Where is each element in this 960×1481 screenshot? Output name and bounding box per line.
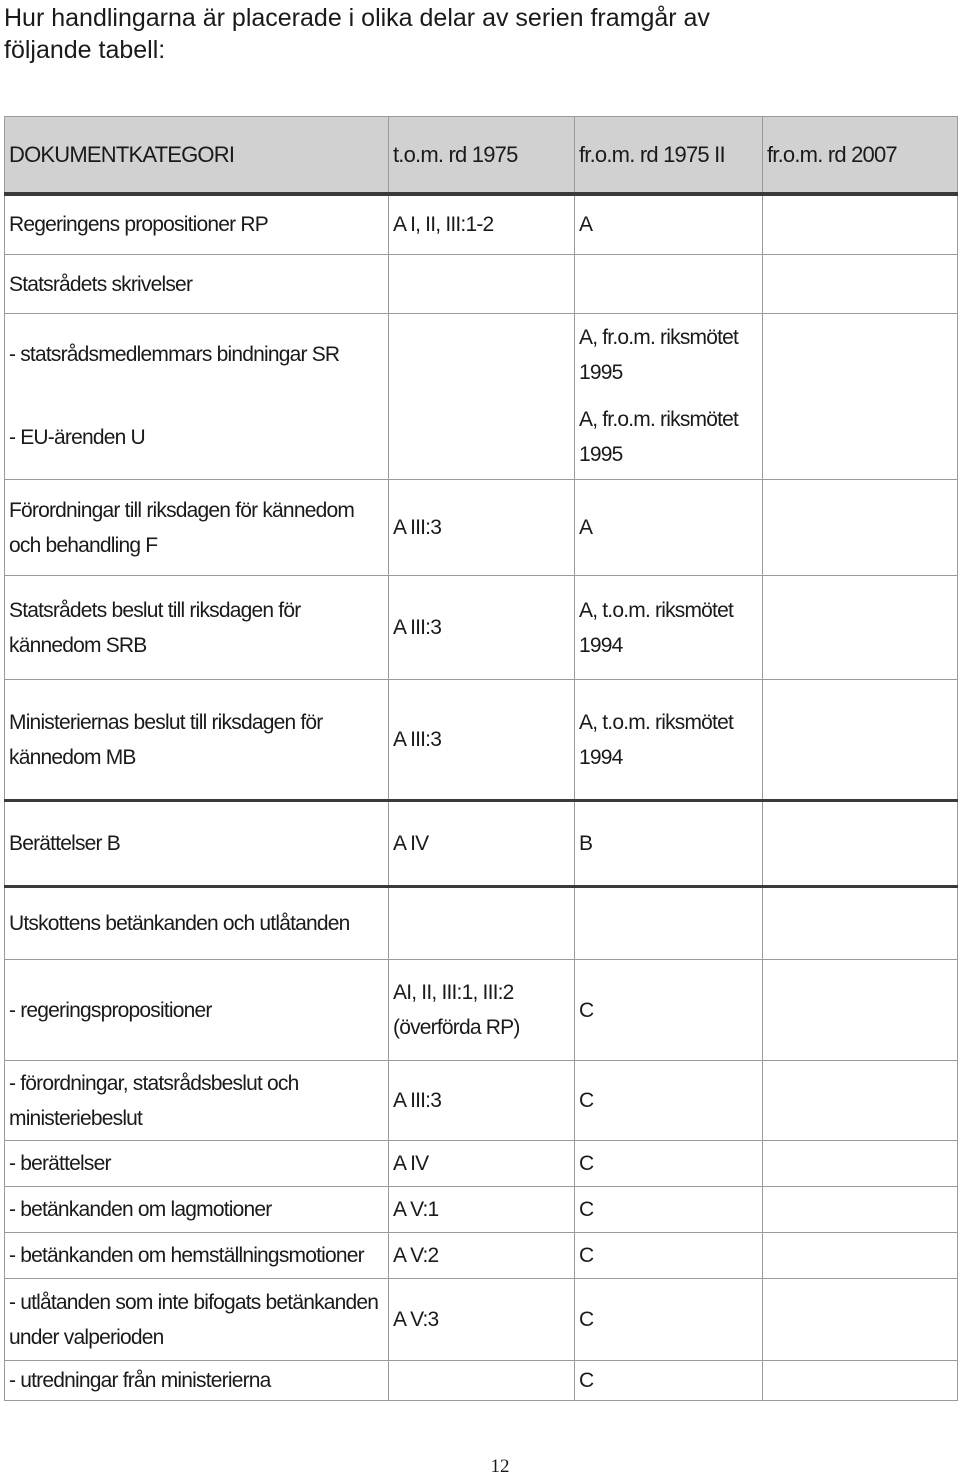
header-from-1975-ii: fr.o.m. rd 1975 II xyxy=(575,117,763,194)
cell-col2 xyxy=(575,887,763,960)
table-row xyxy=(5,576,958,680)
cell-col3 xyxy=(763,1279,958,1361)
cell-col2: A xyxy=(575,480,763,576)
cell-col3 xyxy=(763,1233,958,1279)
cell-category: - betänkanden om lagmotioner xyxy=(5,1187,389,1233)
cell-col1: A V:2 xyxy=(389,1233,575,1279)
cell-col3 xyxy=(763,576,958,680)
table-row xyxy=(5,194,958,255)
cell-category: Regeringens propositioner RP xyxy=(5,194,389,255)
cell-col1 xyxy=(389,396,575,480)
table-header-row xyxy=(5,117,958,194)
page-number: 12 xyxy=(490,1456,510,1477)
heading-line-1: Hur handlingarna är placerade i olika delar av serien framgår av xyxy=(4,4,710,32)
cell-col3 xyxy=(763,960,958,1061)
cell-col1: A V:3 xyxy=(389,1279,575,1361)
page-heading xyxy=(4,2,944,66)
cell-col3 xyxy=(763,396,958,480)
header-until-1975: t.o.m. rd 1975 xyxy=(389,117,575,194)
cell-category: - berättelser xyxy=(5,1141,389,1187)
cell-col2: C xyxy=(575,1361,763,1401)
cell-category: - förordningar, statsrådsbeslut och ministeriebeslut xyxy=(5,1061,389,1141)
cell-category: - EU-ärenden U xyxy=(5,396,389,480)
cell-category: Ministeriernas beslut till riksdagen för kännedom MB xyxy=(5,680,389,801)
cell-col1: A III:3 xyxy=(389,680,575,801)
cell-category: - utredningar från ministerierna xyxy=(5,1361,389,1401)
cell-col3 xyxy=(763,314,958,396)
header-category: DOKUMENTKATEGORI xyxy=(5,117,389,194)
table-row xyxy=(5,801,958,887)
cell-col3 xyxy=(763,1187,958,1233)
cell-category: - regeringspropositioner xyxy=(5,960,389,1061)
cell-col2: C xyxy=(575,1061,763,1141)
table-row xyxy=(5,1233,958,1279)
cell-col1: A IV xyxy=(389,801,575,887)
cell-col3 xyxy=(763,480,958,576)
cell-col1: AI, II, III:1, III:2 (överförda RP) xyxy=(389,960,575,1061)
table-row xyxy=(5,887,958,960)
table-row xyxy=(5,396,958,480)
table-row xyxy=(5,480,958,576)
cell-col2: A, fr.o.m. riksmötet 1995 xyxy=(575,314,763,396)
heading-line-2: följande tabell: xyxy=(4,36,166,64)
cell-col1 xyxy=(389,314,575,396)
cell-col1 xyxy=(389,887,575,960)
cell-col2: A, t.o.m. riksmötet 1994 xyxy=(575,576,763,680)
table-row xyxy=(5,960,958,1061)
cell-col1: A IV xyxy=(389,1141,575,1187)
cell-col2: C xyxy=(575,960,763,1061)
cell-col1: A III:3 xyxy=(389,1061,575,1141)
cell-category: - statsrådsmedlemmars bindningar SR xyxy=(5,314,389,396)
table-row xyxy=(5,1279,958,1361)
cell-col3 xyxy=(763,1361,958,1401)
cell-category: - utlåtanden som inte bifogats betänkanden under valperioden xyxy=(5,1279,389,1361)
table-row xyxy=(5,1187,958,1233)
cell-col3 xyxy=(763,255,958,314)
cell-category: - betänkanden om hemställningsmotioner xyxy=(5,1233,389,1279)
cell-col3 xyxy=(763,1061,958,1141)
cell-col1: A V:1 xyxy=(389,1187,575,1233)
cell-col3 xyxy=(763,887,958,960)
table-row xyxy=(5,1361,958,1401)
cell-col1 xyxy=(389,1361,575,1401)
cell-col3 xyxy=(763,194,958,255)
table-row xyxy=(5,1141,958,1187)
cell-col1: A III:3 xyxy=(389,480,575,576)
cell-col2 xyxy=(575,255,763,314)
cell-category: Berättelser B xyxy=(5,801,389,887)
table-row xyxy=(5,680,958,801)
cell-category: Förordningar till riksdagen för kännedom och behandling F xyxy=(5,480,389,576)
cell-col1: A I, II, III:1-2 xyxy=(389,194,575,255)
cell-col3 xyxy=(763,801,958,887)
cell-category: Statsrådets beslut till riksdagen för kännedom SRB xyxy=(5,576,389,680)
cell-col3 xyxy=(763,680,958,801)
cell-category: Statsrådets skrivelser xyxy=(5,255,389,314)
cell-col2: C xyxy=(575,1141,763,1187)
cell-col3 xyxy=(763,1141,958,1187)
cell-col2: A xyxy=(575,194,763,255)
table-row xyxy=(5,1061,958,1141)
cell-category: Utskottens betänkanden och utlåtanden xyxy=(5,887,389,960)
cell-col1: A III:3 xyxy=(389,576,575,680)
cell-col2: C xyxy=(575,1279,763,1361)
cell-col2: B xyxy=(575,801,763,887)
cell-col2: A, t.o.m. riksmötet 1994 xyxy=(575,680,763,801)
cell-col2: A, fr.o.m. riksmötet 1995 xyxy=(575,396,763,480)
cell-col1 xyxy=(389,255,575,314)
table-row xyxy=(5,314,958,396)
cell-col2: C xyxy=(575,1233,763,1279)
table-row xyxy=(5,255,958,314)
cell-col2: C xyxy=(575,1187,763,1233)
document-category-table xyxy=(4,116,958,1401)
header-from-2007: fr.o.m. rd 2007 xyxy=(763,117,958,194)
